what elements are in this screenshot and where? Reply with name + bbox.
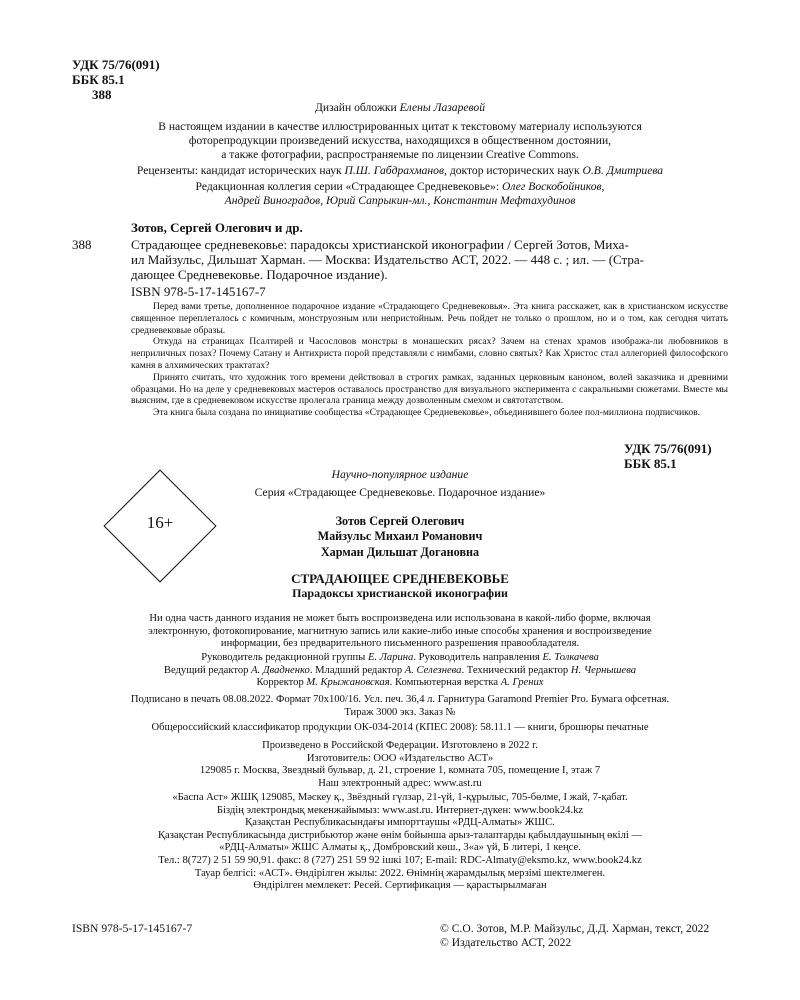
cover-design-credit: Дизайн обложки Елены Лазаревой	[314, 101, 486, 114]
author: Харман Дильшат Догановна	[320, 544, 480, 559]
copyright-notice: Ни одна часть данного издания не может быть воспроизведена или использована в какой-либо форме, включая электронную, фотокопирование, магнитную запись или какие-либо иные способы хранения и воспроизведение информации, без предварительного письменного разрешения правообладателя.	[148, 613, 652, 650]
authors	[72, 514, 728, 560]
print-info: Подписано в печать 08.08.2022. Формат 70x100/16. Усл. печ. 36,4 л. Гарнитура Garamond Premier Pro. Бумага офсетная. Тираж 3000 экз. Заказ №	[130, 694, 670, 718]
author-sign: 388	[92, 87, 112, 102]
footer-copyright: © С.О. Зотов, М.Р. Майзульс, Д.Д. Харман, текст, 2022 © Издательство АСТ, 2022	[440, 922, 710, 949]
editorial-board: Редакционная коллегия серии «Страдающее Средневековье»: Олег Воскобойников, Андрей Виноградов, Юрий Сапрыкин-мл., Константин Мефтахудинов	[195, 180, 605, 207]
udk-block-bottom: УДК 75/76(091) ББК 85.1	[624, 441, 712, 471]
catalog-number: 388	[72, 237, 92, 252]
kazakhstan-info: «Баспа Аст» ЖШҚ 129085, Мәскеу қ., Звёздный гүлзар, 21-үй, 1-құрылыс, 705-бөлме, I жай, 7-қабат. Біздің электрондық мекенжайымыз: www.ast.ru. Интернет-дүкен: www.book24.kz Қазақстан Республикасындағы импорттаушы «РДЦ-Алматы» ЖШС. Қазақстан Республикасында дистрибьютор және өнім бойынша арыз-талаптарды қабылдаушының өкілі — «РДЦ-Алматы» ЖШС Алматы қ., Домбровский көш., 3«а» үй, Б литері, 1 кеңсе. Тел.: 8(727) 2 51 59 90,91. факс: 8 (727) 251 59 92 ішкі 107; E-mail: RDC-Almaty@eksmo.kz, www.book24.kz Тауар белгісі: «АСТ». Өндірілген жылы: 2022. Өнімнің жарамдылық мерзімі шектелмеген. Өндірілген мемлекет: Ресей. Сертификация — қарастырылмаған	[157, 792, 643, 892]
product-classifier: Общероссийский классификатор продукции ОК-034-2014 (КПЕС 2008): 58.11.1 — книги, брошюры печатные	[151, 722, 649, 733]
udk-code: УДК 75/76(091)	[72, 57, 160, 72]
manufacturer-info: Произведено в Российской Федерации. Изготовлено в 2022 г. Изготовитель: ООО «Издательство АСТ» 129085 г. Москва, Звездный бульвар, д. 21, строение 1, комната 705, помещение I, этаж 7 Наш электронный адрес: www.ast.ru	[199, 740, 601, 789]
staff-credits: Руководитель редакционной группы Е. Ларина. Руководитель направления Е. Толкачева Ведущий редактор А. Двадненко. Младший редактор А. Селезнева. Технический редактор Н. Чернышева Корректор М. Крыжановская. Компьютерная верстка А. Грених	[163, 652, 637, 689]
annotation-paragraph: Принято считать, что художник того времени действовал в строгих рамках, заданных церковным каноном, волей заказчика и древними образцами. Но на деле у средневековых мастеров оставалось пространство для визуального эксперимента с сакральными сюжетами. Вместе мы выясним, где в средневековом искусстве пролегала граница между дозволенным смехом и святотатством.	[131, 371, 728, 407]
author: Зотов Сергей Олегович	[335, 514, 465, 528]
catalog-isbn: ISBN 978-5-17-145167-7	[131, 284, 266, 299]
udk-block	[72, 57, 160, 102]
series-name: Серия «Страдающее Средневековье. Подарочное издание»	[254, 486, 546, 499]
book-title: СТРАДАЮЩЕЕ СРЕДНЕВЕКОВЬЕ	[291, 571, 509, 586]
annotation	[131, 301, 728, 419]
catalog-description: Страдающее средневековье: парадоксы христианской иконографии / Сергей Зотов, Миха- ил Майзульс, Дильшат Харман. — Москва: Издательство АСТ, 2022. — 448 с. ; ил. — (Стра- дающее Средневековье. Подарочное издание).	[131, 237, 644, 282]
annotation-paragraph: Перед вами третье, дополненное подарочное издание «Страдающего Средневековья». Эта книга расскажет, как в христианском искусстве священное переплеталось с комичным, монструозным или непристойным. Речь пойдет не только о прошлом, но и о том, как сегодня читать средневековые образы.	[131, 301, 728, 336]
footer-isbn: ISBN 978-5-17-145167-7	[72, 922, 193, 935]
age-rating-text: 16+	[146, 513, 174, 532]
catalog-heading: Зотов, Сергей Олегович и др.	[131, 220, 303, 235]
author: Майзульс Михаил Романович	[317, 529, 483, 544]
illustrations-notice: В настоящем издании в качестве иллюстрированных цитат к текстовому материалу используются фоторепродукции произведений искусства, находящихся в общественном достоянии, а также фотографии, распространяемые по лицензии Creative Commons.	[158, 120, 642, 161]
annotation-paragraph: Эта книга была создана по инициативе сообщества «Страдающее Средневековье», объединившего более пол-миллиона подписчиков.	[153, 407, 701, 419]
reviewers: Рецензенты: кандидат исторических наук П.Ш. Габдрахманов, доктор исторических наук О.В. Дмитриева	[136, 164, 664, 177]
book-subtitle: Парадоксы христианской иконографии	[292, 586, 508, 600]
bbk-code: ББК 85.1	[72, 72, 125, 87]
edition-type: Научно-популярное издание	[331, 468, 469, 481]
annotation-paragraph: Откуда на страницах Псалтирей и Часословов монстры в монашеских рясах? Зачем на стенах храмов изобража-ли любовников в неприличных позах? Почему Сатану и Антихриста порой представляли с нимбами, словно святых? Как Христос стал аллегорией философского камня в алхимических трактатах?	[131, 336, 728, 371]
